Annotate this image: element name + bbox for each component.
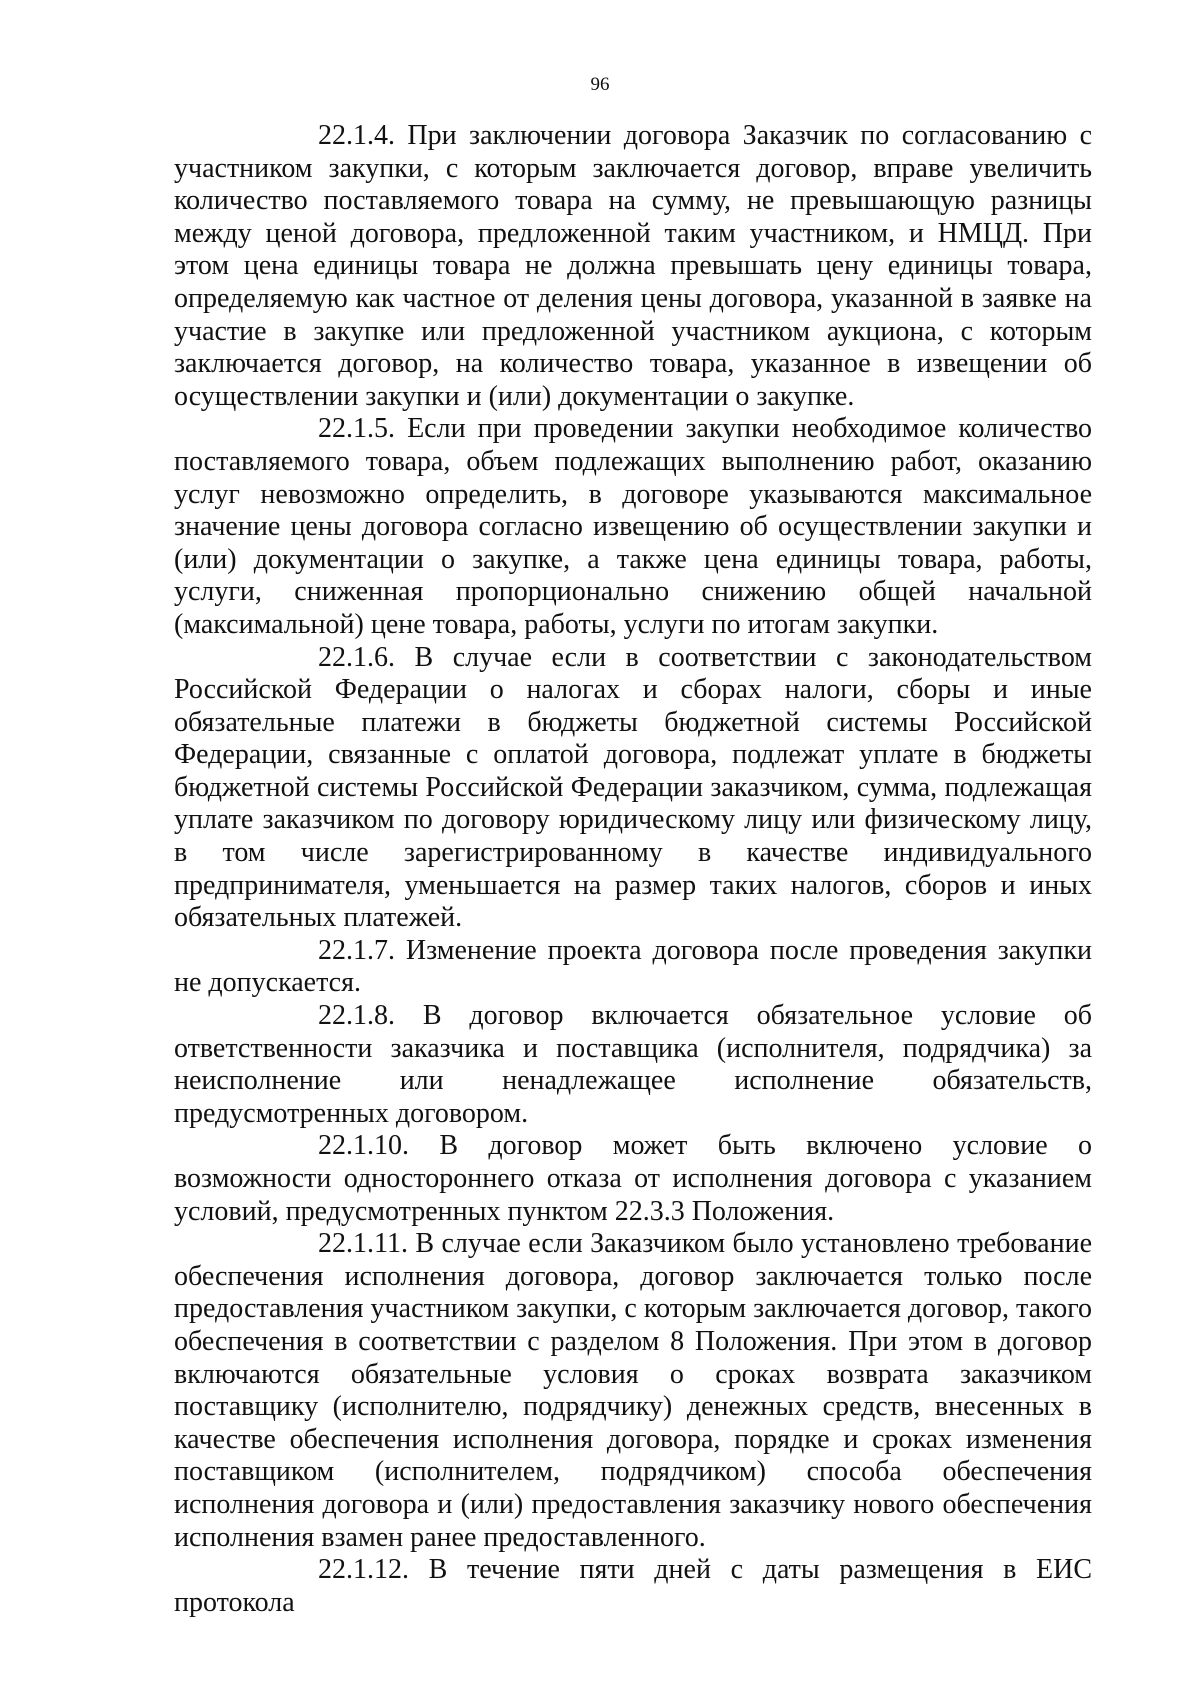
paragraph-text: В договор может быть включено условие о возможности одностороннего отказа от исполнения договора с указанием условий, предусмотренных пунктом 22.3.3 Положения. — [174, 1130, 1093, 1227]
paragraph-22-1-5 — [174, 413, 1092, 641]
paragraph-number: 22.1.8. — [318, 1000, 395, 1032]
document-body — [174, 120, 1092, 1619]
paragraph-22-1-7 — [174, 935, 1092, 1000]
page-number: 96 — [590, 74, 610, 95]
paragraph-text: При заключении договора Заказчик по согласованию с участником закупки, с которым заключается договор, вправе увеличить количество поставляемого товара на сумму, не превышающую разницы между ценой договора, предложенной таким участником, и НМЦД. При этом цена единицы товара не должна превышать цену единицы товара, определяемую как частное от деления цены договора, указанной в заявке на участие в закупке или предложенной участником аукциона, с которым заключается договор, на количество товара, указанное в извещении об осуществлении закупки и (или) документации о закупке. — [174, 120, 1093, 412]
paragraph-number: 22.1.5. — [318, 413, 395, 445]
paragraph-text: В течение пяти дней с даты размещения в ЕИС протокола — [174, 1554, 1093, 1618]
paragraph-text: Изменение проекта договора после проведения закупки не допускается. — [174, 934, 1093, 999]
paragraph-number: 22.1.6. — [318, 641, 395, 673]
paragraph-22-1-12 — [174, 1554, 1092, 1619]
paragraph-22-1-11 — [174, 1228, 1092, 1554]
paragraph-number: 22.1.11. — [318, 1228, 408, 1260]
paragraph-22-1-6 — [174, 642, 1092, 935]
paragraph-22-1-10 — [174, 1130, 1092, 1228]
paragraph-text: В случае если в соответствии с законодательством Российской Федерации о налогах и сборах налоги, сборы и иные обязательные платежи в бюджеты бюджетной системы Российской Федерации, связанные с оплатой договора, подлежат уплате в бюджеты бюджетной системы Российской Федерации заказчиком, сумма, подлежащая уплате заказчиком по договору юридическому лицу или физическому лицу, в том числе зарегистрированному в качестве индивидуального предпринимателя, уменьшается на размер таких налогов, сборов и иных обязательных платежей. — [174, 641, 1093, 934]
paragraph-number: 22.1.10. — [318, 1130, 409, 1162]
paragraph-text: В случае если Заказчиком было установлено требование обеспечения исполнения договора, договор заключается только после предоставления участником закупки, с которым заключается договор, такого обеспечения в соответствии с разделом 8 Положения. При этом в договор включаются обязательные условия о сроках возврата заказчиком поставщику (исполнителю, подрядчику) денежных средств, внесенных в качестве обеспечения исполнения договора, порядке и сроках изменения поставщиком (исполнителем, подрядчиком) способа обеспечения исполнения договора и (или) предоставления заказчику нового обеспечения исполнения взамен ранее предоставленного. — [174, 1228, 1093, 1553]
paragraph-text: В договор включается обязательное условие об ответственности заказчика и поставщика (исполнителя, подрядчика) за неисполнение или ненадлежащее исполнение обязательств, предусмотренных договором. — [174, 1000, 1092, 1129]
paragraph-number: 22.1.12. — [318, 1554, 409, 1586]
paragraph-number: 22.1.7. — [318, 934, 395, 966]
paragraph-number: 22.1.4. — [318, 120, 395, 151]
paragraph-22-1-4 — [174, 120, 1092, 413]
paragraph-text: Если при проведении закупки необходимое количество поставляемого товара, объем подлежащих выполнению работ, оказанию услуг невозможно определить, в договоре указываются максимальное значение цены договора согласно извещению об осуществлении закупки и (или) документации о закупке, а также цена единицы товара, работы, услуги, сниженная пропорционально снижению общей начальной (максимальной) цене товара, работы, услуги по итогам закупки. — [174, 413, 1093, 640]
paragraph-22-1-8 — [174, 1000, 1092, 1130]
